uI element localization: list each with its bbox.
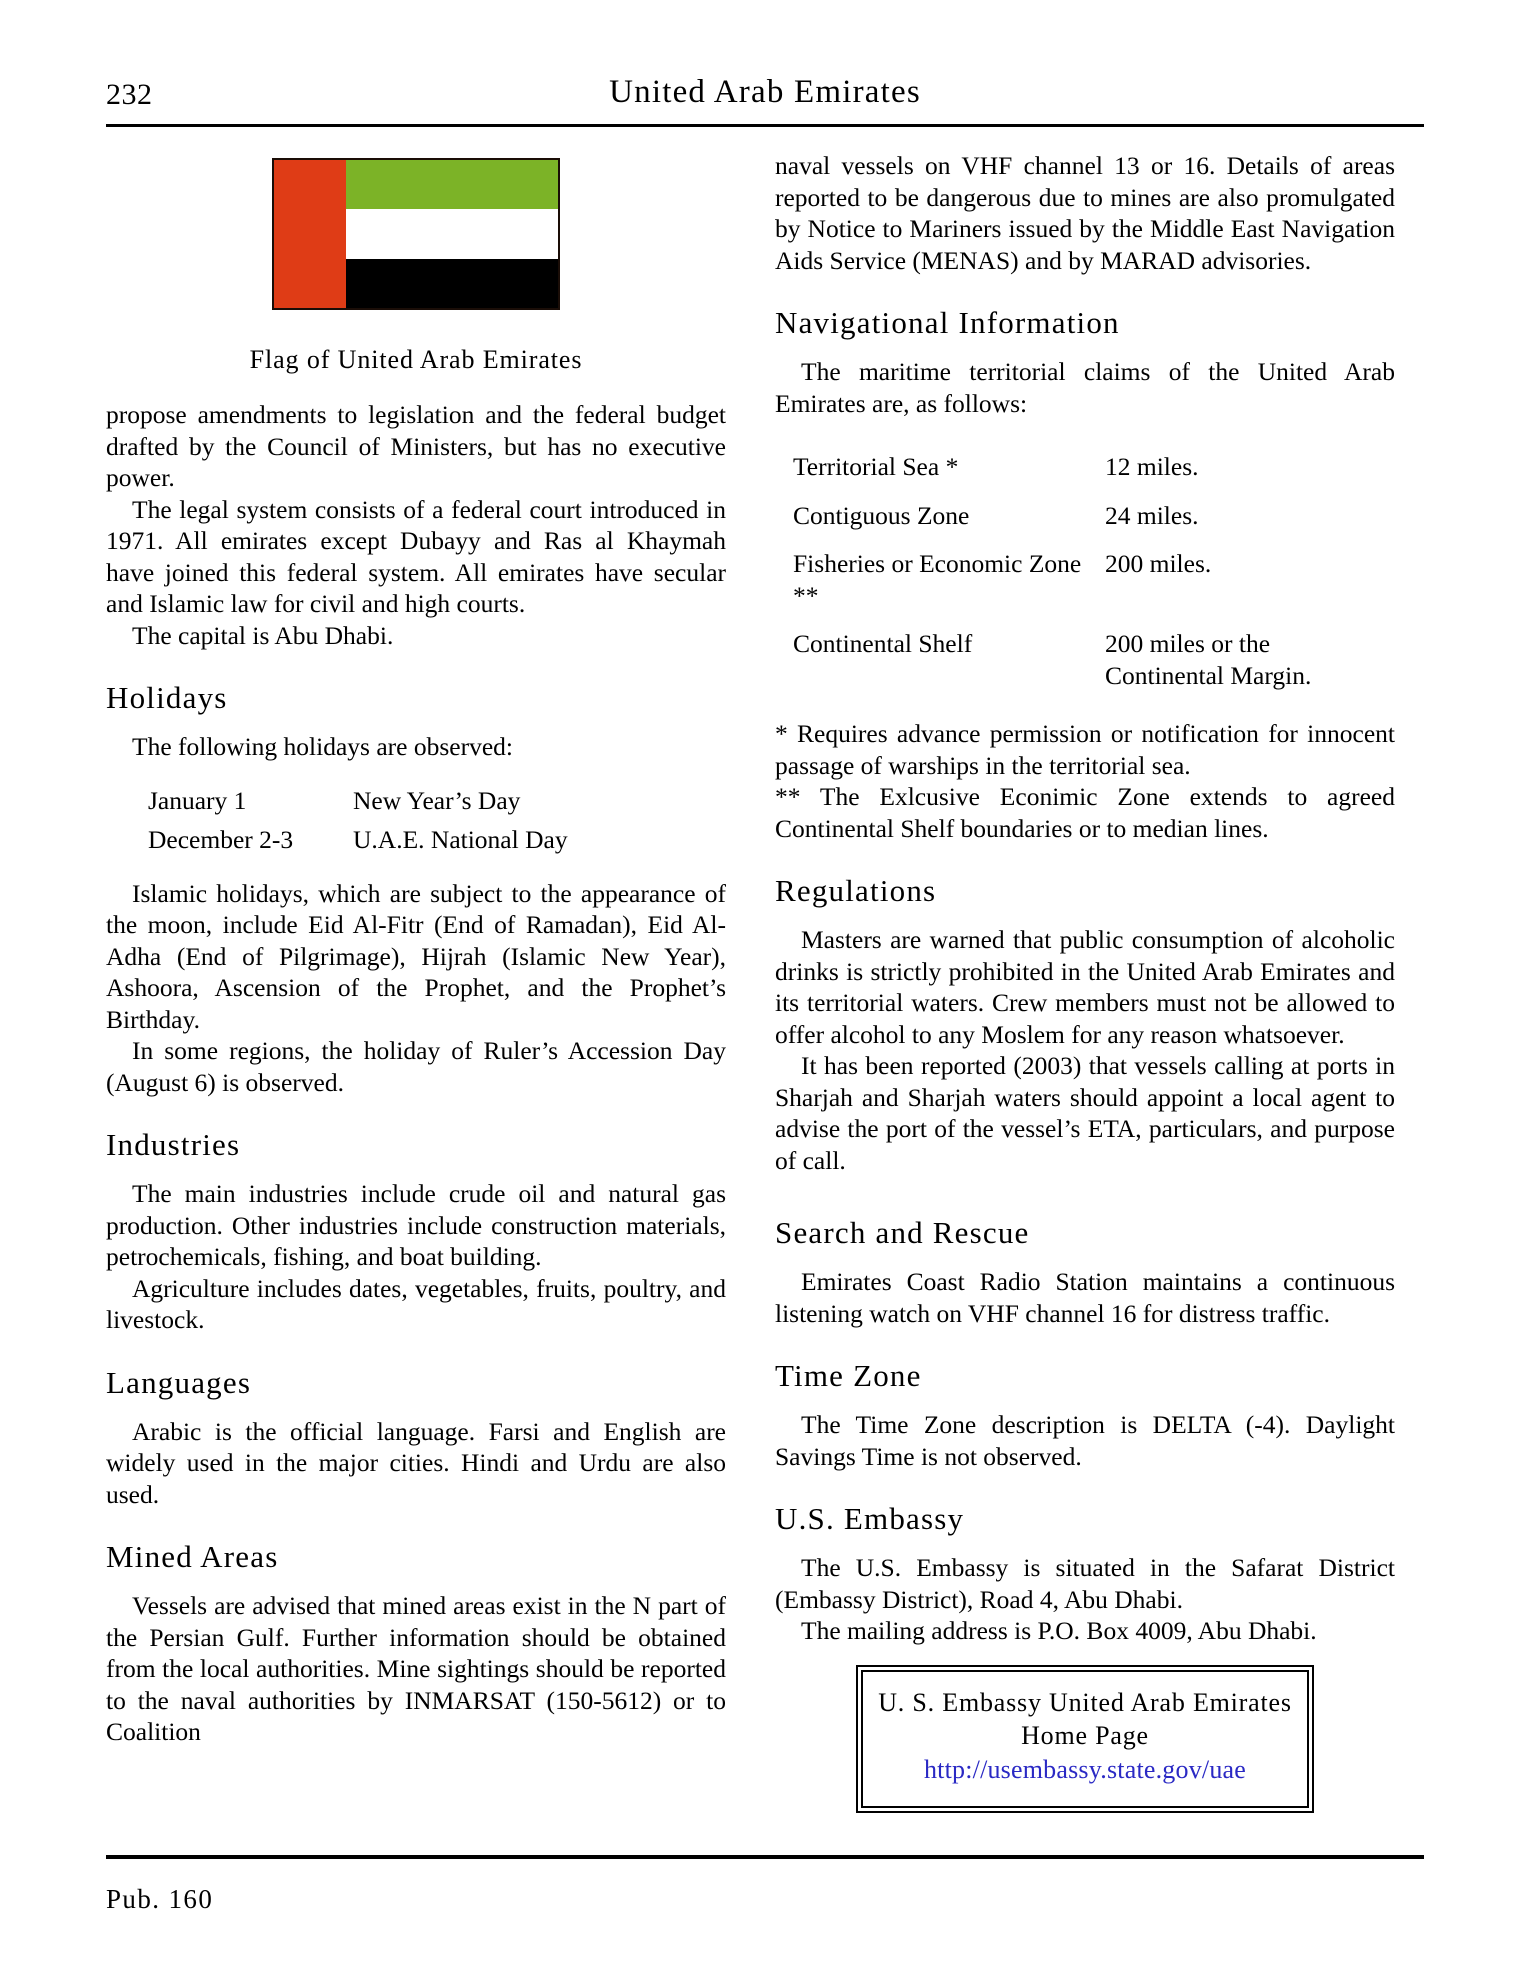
paragraph-legal-system: The legal system consists of a federal court introduced in 1971. All emirates except Dubayy and Ras al Khaymah have joined this federal system. All emirates have secular and Islamic law for civil and high courts. [106, 494, 726, 618]
header-divider [106, 124, 1424, 127]
paragraph-industries-1: The main industries include crude oil and natural gas production. Other industries include construction materials, petrochemicals, fishing, and boat building. [106, 1179, 726, 1271]
claim-value: 200 miles. [1105, 549, 1212, 578]
embassy-box-line-2: Home Page [1021, 1720, 1149, 1750]
page-title: United Arab Emirates [609, 74, 921, 110]
paragraph-regulations-1: Masters are warned that public consumption of alcoholic drinks is strictly prohibited in the United Arab Emirates and its territorial waters. Crew members must not be allowed to offer alcohol to any Moslem for any reason whatsoever. [775, 925, 1395, 1049]
paragraph-mined-areas-1: Vessels are advised that mined areas exist in the N part of the Persian Gulf. Further information should be obtained from the local authorities. Mine sightings should be reported to the naval authorities by INMARSAT (150-5612) or to Coalition [106, 1591, 726, 1746]
paragraph-capital: The capital is Abu Dhabi. [132, 620, 394, 650]
heading-search-and-rescue: Search and Rescue [775, 1215, 1030, 1250]
maritime-claims-table [775, 443, 1395, 700]
page-number: 232 [106, 78, 153, 111]
page-header [106, 74, 1424, 126]
footnote-economic-zone: ** The Exlcusive Econimic Zone extends to agreed Continental Shelf boundaries or to median lines. [775, 782, 1395, 843]
heading-holidays: Holidays [106, 680, 228, 715]
paragraph-time-zone-1: The Time Zone description is DELTA (-4). Daylight Savings Time is not observed. [775, 1410, 1395, 1471]
heading-industries: Industries [106, 1127, 241, 1162]
claim-label: Contiguous Zone [793, 500, 970, 530]
footer-publication: Pub. 160 [106, 1884, 214, 1914]
table-row [775, 492, 1395, 541]
flag-figure [106, 150, 726, 375]
heading-navigational-information: Navigational Information [775, 305, 1120, 340]
paragraph-islamic-holidays: Islamic holidays, which are subject to the appearance of the moon, include Eid Al-Fitr (End of Ramadan), Eid Al-Adha (End of Pilgrimage), Hijrah (Islamic New Year), Ashoora, Ascension of the Prophet, and the Prophet’s Birthday. [106, 878, 726, 1034]
heading-mined-areas: Mined Areas [106, 1539, 279, 1574]
heading-us-embassy: U.S. Embassy [775, 1501, 965, 1536]
paragraph-regional-holidays: In some regions, the holiday of Ruler’s Accession Day (August 6) is observed. [106, 1036, 726, 1097]
paragraph-industries-2: Agriculture includes dates, vegetables, fruits, poultry, and livestock. [106, 1273, 726, 1334]
table-row [106, 781, 726, 821]
heading-regulations: Regulations [775, 873, 937, 908]
us-embassy-link-box-inner [861, 1670, 1309, 1808]
paragraph-us-embassy-2: The mailing address is P.O. Box 4009, Abu Dhabi. [801, 1616, 1317, 1645]
paragraph-regulations-2: It has been reported (2003) that vessels calling at ports in Sharjah and Sharjah waters should appoint a local agent to advise the port of the vessel’s ETA, particulars, and purpose of call. [775, 1051, 1395, 1175]
claim-value: 24 miles. [1105, 500, 1199, 530]
paragraph-search-and-rescue-1: Emirates Coast Radio Station maintains a continuous listening watch on VHF channel 16 for distress traffic. [775, 1267, 1395, 1328]
right-column [775, 150, 1395, 1813]
holiday-date: January 1 [148, 785, 247, 815]
claim-label: Fisheries or Economic Zone ** [793, 549, 1082, 610]
table-row [106, 820, 726, 860]
holidays-table [106, 781, 726, 860]
paragraph-mined-areas-continued: naval vessels on VHF channel 13 or 16. Details of areas reported to be dangerous due to mines are also promulgated by Notice to Mariners issued by the Middle East Navigation Aids Service (MENAS) and by MARAD advisories. [775, 151, 1395, 275]
footer-divider [106, 1855, 1424, 1859]
holiday-date: December 2-3 [148, 825, 294, 854]
table-row [775, 620, 1395, 700]
claim-value: 12 miles. [1105, 452, 1199, 481]
left-column [106, 150, 726, 1748]
table-row [775, 443, 1395, 492]
paragraph-maritime-claims-intro: The maritime territorial claims of the United Arab Emirates are, as follows: [775, 357, 1395, 418]
heading-time-zone: Time Zone [775, 1358, 922, 1393]
flag-caption: Flag of United Arab Emirates [249, 345, 583, 374]
us-embassy-link-box [856, 1665, 1314, 1813]
flag-band-red [274, 160, 346, 308]
heading-languages: Languages [106, 1364, 252, 1400]
embassy-box-line-1: U. S. Embassy United Arab Emirates [878, 1687, 1292, 1717]
claim-label: Territorial Sea * [793, 452, 959, 481]
embassy-homepage-link[interactable]: http://usembassy.state.gov/uae [923, 1754, 1247, 1784]
table-row [775, 540, 1395, 620]
paragraph-us-embassy-1: The U.S. Embassy is situated in the Safarat District (Embassy District), Road 4, Abu Dhabi. [775, 1553, 1395, 1614]
paragraph-languages-1: Arabic is the official language. Farsi and English are widely used in the major cities. Hindi and Urdu are also used. [106, 1416, 726, 1509]
claim-value: 200 miles or the Continental Margin. [1105, 629, 1312, 690]
uae-flag-icon [272, 158, 560, 310]
paragraph-holidays-intro: The following holidays are observed: [132, 732, 513, 761]
holiday-name: U.A.E. National Day [353, 825, 568, 854]
claim-label: Continental Shelf [793, 629, 973, 658]
holiday-name: New Year’s Day [353, 785, 521, 815]
footnote-territorial-sea: * Requires advance permission or notification for innocent passage of warships in the territorial sea. [775, 719, 1395, 780]
paragraph-government: propose amendments to legislation and the federal budget drafted by the Council of Ministers, but has no executive power. [106, 400, 726, 492]
